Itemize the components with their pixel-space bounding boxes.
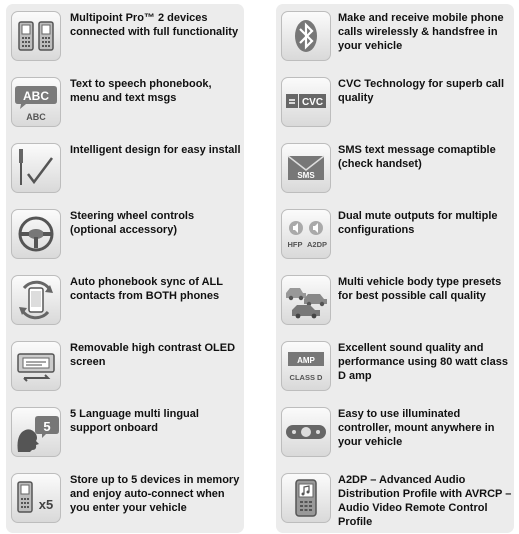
cvc-icon <box>281 77 331 127</box>
steering-wheel-icon <box>11 209 61 259</box>
controller-icon <box>281 407 331 457</box>
abc-bottom-label: ABC <box>26 112 46 122</box>
amp-label: AMP <box>297 356 315 365</box>
features-panel-right <box>276 4 514 533</box>
feature-text: Easy to use illuminated controller, mount anywhere in your vehicle <box>338 408 495 448</box>
feature-item <box>6 205 244 269</box>
class-d-label: CLASS D <box>289 373 323 382</box>
cvc-label: CVC <box>301 97 324 108</box>
feature-item <box>276 469 514 533</box>
dual-mute-icon <box>281 209 331 259</box>
feature-item <box>276 139 514 203</box>
feature-text: A2DP – Advanced Audio Distribution Profile with AVRCP – Audio Video Remote Control Profile <box>338 474 512 528</box>
feature-item <box>276 7 514 71</box>
language-count-label: 5 <box>43 419 51 434</box>
feature-item <box>276 271 514 335</box>
feature-text: Intelligent design for easy install <box>70 144 241 156</box>
a2dp-label: A2DP <box>306 240 328 249</box>
feature-text: Dual mute outputs for multiple configurations <box>338 210 498 236</box>
feature-text: Removable high contrast OLED screen <box>70 342 236 368</box>
screwdriver-check-icon <box>11 143 61 193</box>
feature-item <box>6 73 244 137</box>
feature-item <box>276 403 514 467</box>
abc-top-label: ABC <box>23 89 49 103</box>
sms-label: SMS <box>297 171 315 180</box>
feature-item <box>6 271 244 335</box>
abc-speech-icon <box>11 77 61 127</box>
feature-text: Excellent sound quality and performance using 80 watt class D amp <box>338 342 508 382</box>
feature-item <box>276 73 514 137</box>
feature-text: SMS text message comaptible (check handset) <box>338 144 496 170</box>
feature-item <box>6 7 244 71</box>
vehicles-icon <box>281 275 331 325</box>
feature-text: CVC Technology for superb call quality <box>338 78 505 104</box>
feature-item <box>276 337 514 401</box>
bluetooth-icon <box>281 11 331 61</box>
music-phone-icon <box>281 473 331 523</box>
hfp-label: HFP <box>287 240 303 249</box>
phone-sync-icon <box>11 275 61 325</box>
feature-text: Multi vehicle body type presets for best possible call quality <box>338 276 502 302</box>
two-phones-icon <box>11 11 61 61</box>
sms-envelope-icon <box>281 143 331 193</box>
phone-times-five-icon <box>11 473 61 523</box>
feature-item <box>276 205 514 269</box>
feature-item <box>6 469 244 533</box>
feature-text: Store up to 5 devices in memory and enjoy auto-connect when you enter your vehicle <box>70 474 240 514</box>
speaking-head-icon <box>11 407 61 457</box>
feature-text: 5 Language multi lingual support onboard <box>70 408 199 434</box>
feature-item <box>6 139 244 203</box>
features-panel-left <box>6 4 244 533</box>
amp-class-d-icon <box>281 341 331 391</box>
feature-item <box>6 337 244 401</box>
feature-text: Steering wheel controls (optional accessory) <box>70 210 195 236</box>
device-count-label: x5 <box>38 497 54 512</box>
feature-item <box>6 403 244 467</box>
feature-text: Make and receive mobile phone calls wirelessly & handsfree in your vehicle <box>338 12 504 52</box>
feature-text: Multipoint Pro™ 2 devices connected with full functionality <box>70 12 239 38</box>
feature-text: Auto phonebook sync of ALL contacts from BOTH phones <box>70 276 223 302</box>
feature-text: Text to speech phonebook, menu and text msgs <box>70 78 212 104</box>
oled-screen-icon <box>11 341 61 391</box>
